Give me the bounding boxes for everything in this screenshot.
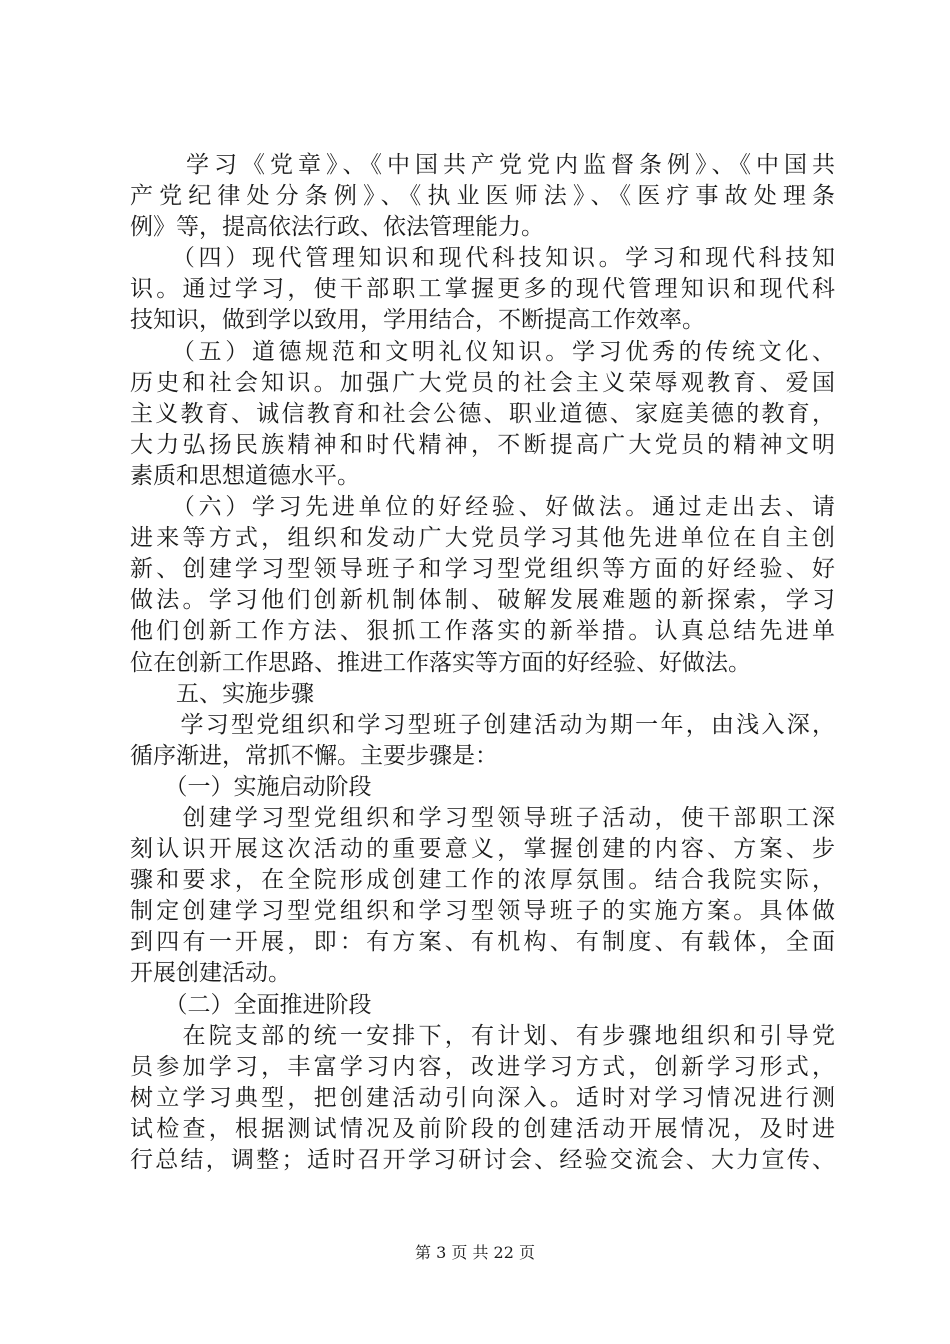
text-line: 新、创建学习型领导班子和学习型党组织等方面的好经验、好 bbox=[130, 556, 835, 583]
text-line: （六）学习先进单位的好经验、好做法。通过走出去、请 bbox=[130, 494, 835, 521]
text-line: 制定创建学习型党组织和学习型领导班子的实施方案。具体做 bbox=[130, 898, 835, 925]
text-line: 循序渐进，常抓不懈。主要步骤是： bbox=[130, 742, 498, 769]
text-line: 五、实施步骤 bbox=[130, 680, 314, 707]
text-line: 他们创新工作方法、狠抓工作落实的新举措。认真总结先进单 bbox=[130, 618, 835, 645]
text-line: 历史和社会知识。加强广大党员的社会主义荣辱观教育、爱国 bbox=[130, 369, 835, 396]
text-line: 素质和思想道德水平。 bbox=[130, 462, 360, 489]
text-line: 主义教育、诚信教育和社会公德、职业道德、家庭美德的教育， bbox=[130, 400, 835, 427]
text-line: 树立学习典型，把创建活动引向深入。适时对学习情况进行测 bbox=[130, 1084, 835, 1111]
text-line: 到四有一开展，即：有方案、有机构、有制度、有载体，全面 bbox=[130, 929, 835, 956]
text-line: 骤和要求，在全院形成创建工作的浓厚氛围。结合我院实际， bbox=[130, 867, 835, 894]
text-line: 员参加学习，丰富学习内容，改进学习方式，创新学习形式， bbox=[130, 1053, 835, 1080]
page-footer bbox=[0, 1240, 950, 1263]
text-line: 学习型党组织和学习型班子创建活动为期一年，由浅入深， bbox=[130, 711, 835, 738]
text-line: 做法。学习他们创新机制体制、破解发展难题的新探索，学习 bbox=[130, 587, 835, 614]
text-line: 技知识，做到学以致用，学用结合，不断提高工作效率。 bbox=[130, 307, 705, 334]
text-line: 大力弘扬民族精神和时代精神，不断提高广大党员的精神文明 bbox=[130, 431, 835, 458]
text-line: 刻认识开展这次活动的重要意义，掌握创建的内容、方案、步 bbox=[130, 836, 835, 863]
text-line: 创建学习型党组织和学习型领导班子活动，使干部职工深 bbox=[130, 804, 835, 831]
text-line: （四）现代管理知识和现代科技知识。学习和现代科技知 bbox=[130, 245, 835, 272]
text-line: 行总结，调整；适时召开学习研讨会、经验交流会、大力宣传、 bbox=[130, 1147, 835, 1173]
text-line: 试检查，根据测试情况及前阶段的创建活动开展情况，及时进 bbox=[130, 1115, 835, 1142]
text-line: （二）全面推进阶段 bbox=[130, 991, 372, 1018]
text-line: 学习《党章》、《中国共产党党内监督条例》、《中国共 bbox=[130, 152, 835, 178]
text-line: 位在创新工作思路、推进工作落实等方面的好经验、好做法。 bbox=[130, 649, 751, 676]
document-body bbox=[130, 150, 835, 1176]
text-line: （一）实施启动阶段 bbox=[130, 773, 372, 800]
text-line: 开展创建活动。 bbox=[130, 960, 291, 987]
text-line: 产党纪律处分条例》、《执业医师法》、《医疗事故处理条 bbox=[130, 183, 835, 210]
page-number: 第 3 页 共 22 页 bbox=[415, 1243, 535, 1262]
text-line: 例》等，提高依法行政、依法管理能力。 bbox=[130, 214, 544, 241]
text-line: 识。通过学习，使干部职工掌握更多的现代管理知识和现代科 bbox=[130, 276, 835, 303]
text-line: 进来等方式，组织和发动广大党员学习其他先进单位在自主创 bbox=[130, 525, 835, 552]
text-line: （五）道德规范和文明礼仪知识。学习优秀的传统文化、 bbox=[130, 338, 835, 365]
text-line: 在院支部的统一安排下，有计划、有步骤地组织和引导党 bbox=[130, 1022, 835, 1049]
